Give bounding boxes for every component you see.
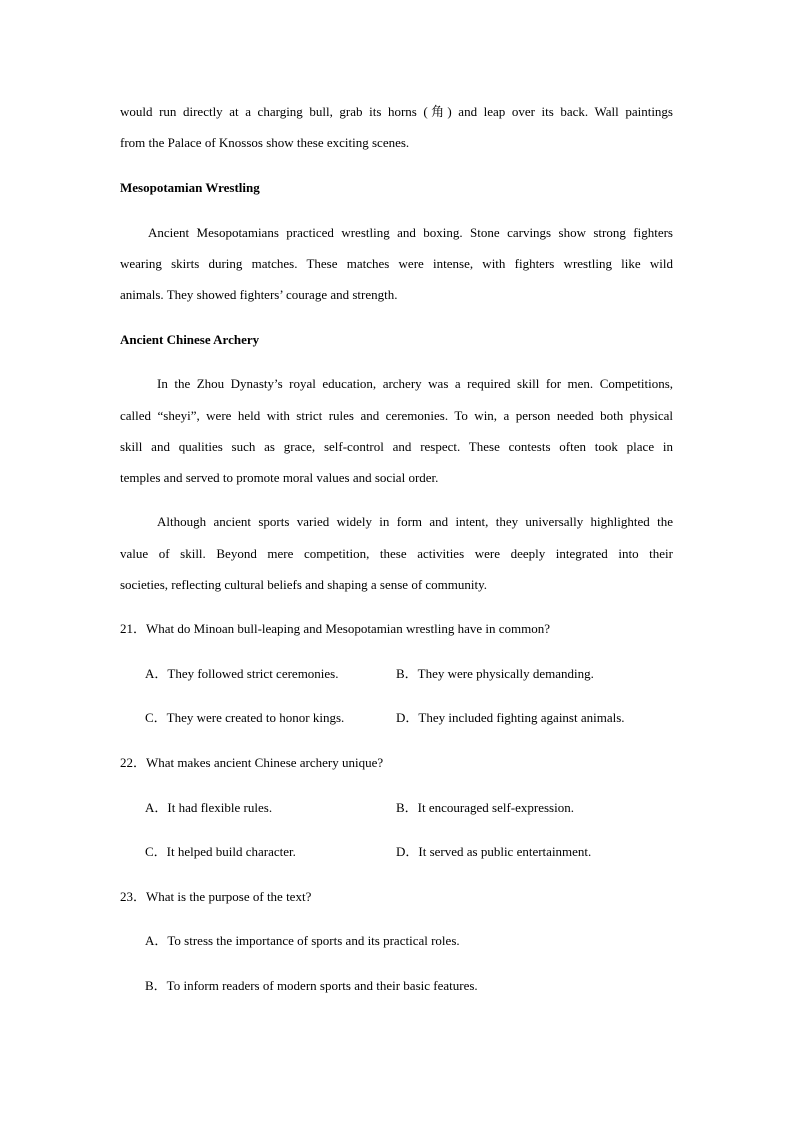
paragraph-line: temples and served to promote moral values and social order. bbox=[120, 470, 439, 485]
paragraph-line: Ancient Mesopotamians practiced wrestling and boxing. Stone carvings show strong fighters bbox=[148, 225, 673, 240]
paragraph-line: In the Zhou Dynasty’s royal education, archery was a required skill for men. Competitions, bbox=[157, 376, 673, 391]
answer-option[interactable]: B．To inform readers of modern sports and their basic features. bbox=[145, 978, 478, 993]
intro-line: would run directly at a charging bull, grab its horns (角) and leap over its back. Wall paintings bbox=[120, 104, 673, 119]
question-stem: 22．What makes ancient Chinese archery unique? bbox=[120, 755, 384, 770]
intro-line: from the Palace of Knossos show these exciting scenes. bbox=[120, 135, 410, 150]
paragraph-line: value of skill. Beyond mere competition, these activities were deeply integrated into their bbox=[120, 546, 673, 561]
question-stem: 23．What is the purpose of the text? bbox=[120, 889, 312, 904]
question-stem: 21．What do Minoan bull-leaping and Mesopotamian wrestling have in common? bbox=[120, 621, 550, 636]
answer-option[interactable]: A．They followed strict ceremonies. bbox=[145, 666, 339, 681]
paragraph-line: societies, reflecting cultural beliefs and shaping a sense of community. bbox=[120, 577, 488, 592]
answer-option[interactable]: B．They were physically demanding. bbox=[396, 666, 594, 681]
paragraph-line: called “sheyi”, were held with strict rules and ceremonies. To win, a person needed both physical bbox=[120, 408, 673, 423]
answer-option[interactable]: C．It helped build character. bbox=[145, 844, 296, 859]
answer-option[interactable]: A．To stress the importance of sports and its practical roles. bbox=[145, 933, 460, 948]
paragraph-line: animals. They showed fighters’ courage and strength. bbox=[120, 287, 398, 302]
answer-option[interactable]: D．They included fighting against animals. bbox=[396, 710, 625, 725]
section-heading: Ancient Chinese Archery bbox=[120, 332, 260, 347]
paragraph-line: Although ancient sports varied widely in form and intent, they universally highlighted the bbox=[157, 514, 673, 529]
answer-option[interactable]: D．It served as public entertainment. bbox=[396, 844, 592, 859]
answer-option[interactable]: C．They were created to honor kings. bbox=[145, 710, 345, 725]
answer-option[interactable]: B．It encouraged self-expression. bbox=[396, 800, 574, 815]
paragraph-line: skill and qualities such as grace, self-control and respect. These contests often took place in bbox=[120, 439, 673, 454]
answer-option[interactable]: A．It had flexible rules. bbox=[145, 800, 273, 815]
paragraph-line: wearing skirts during matches. These matches were intense, with fighters wrestling like wild bbox=[120, 256, 673, 271]
section-heading: Mesopotamian Wrestling bbox=[120, 180, 260, 195]
